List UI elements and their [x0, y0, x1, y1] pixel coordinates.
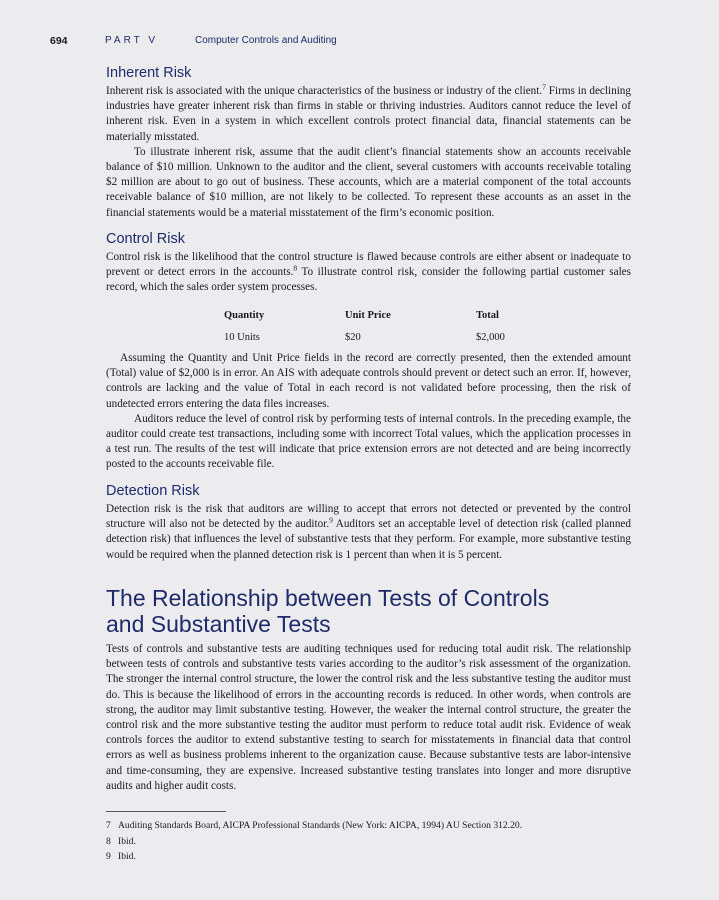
section-heading-inherent-risk: Inherent Risk	[106, 65, 192, 81]
text-run: Detection risk is the risk that auditors are willing to accept that errors not detected or prevented by the control structure will also not be detected by the auditor.	[106, 503, 631, 531]
section-detection-risk	[106, 483, 631, 563]
column-header-unit-price: Unit Price	[345, 310, 391, 321]
cell-quantity: 10 Units	[224, 332, 260, 343]
sales-record-table	[224, 310, 524, 348]
paragraph: Auditors reduce the level of control risk by performing tests of internal controls. In the preceding example, the auditor could create test transactions, including some with incorrect Total values, which the application processes in a test run. The results of the test will indicate that price extension errors are not detected and are being incorrectly posted to the accounts receivable file.	[106, 412, 631, 471]
cell-total: $2,000	[476, 332, 505, 343]
footnote-number: 9	[106, 851, 111, 862]
paragraph: To illustrate inherent risk, assume that the audit client’s financial statements show an accounts receivable balance of $10 million. Unknown to the auditor and the client, several customers with accounts receivable totaling $2 million are about to go out of business. These accounts, which are a material component of the total accounts receivable balance of $10 million, are not likely to be collected. To represent these accounts as an asset in the financial statements would be a material misstatement of the firm’s economic position.	[106, 145, 631, 219]
text-run: Control risk is the likelihood that the control structure is flawed because controls are either absent or inadequate to prevent or detect errors in the accounts.	[106, 251, 631, 279]
major-heading-line-2: and Substantive Tests	[106, 611, 331, 637]
paragraph: Assuming the Quantity and Unit Price fields in the record are correctly presented, then the extended amount (Total) value of $2,000 is in error. An AIS with adequate controls should prevent or detect such an error. If, however, controls are lacking and the value of Total in each record is not validated before processing, then the risk of undetected errors entering the data files increases.	[106, 352, 631, 410]
footnote	[106, 834, 631, 850]
cell-unit-price: $20	[345, 332, 361, 343]
paragraph	[106, 502, 631, 563]
running-title: Computer Controls and Auditing	[195, 35, 337, 46]
footnote-ref-9: 9	[329, 515, 333, 525]
footnote-ref-8: 8	[293, 263, 298, 273]
footnote-number: 8	[106, 835, 111, 847]
footnote-ref-7: 7	[542, 82, 546, 92]
footnotes	[106, 818, 631, 865]
footnote-text: Auditing Standards Board, AICPA Professional Standards (New York: AICPA, 1994) AU Section 312.20.	[118, 820, 523, 831]
section-relationship	[106, 585, 631, 794]
section-control-risk	[106, 231, 631, 296]
footnote-number: 7	[106, 820, 111, 831]
column-header-quantity: Quantity	[224, 310, 265, 321]
paragraph: Tests of controls and substantive tests are auditing techniques used for reducing total audit risk. The relationship between tests of controls and substantive tests varies according to the auditor’s risk assessment of the organization. The stronger the internal control structure, the lower the control risk and the less substantive testing the auditor must do. This is because the likelihood of errors in the accounting records is reduced. In other words, when controls are strong, the auditor may limit substantive testing. However, the weaker the internal control structure, the greater the control risk and the more substantive testing the auditor must perform to reduce total audit risk. Evidence of weak controls forces the auditor to extend substantive testing to search for misstatements in financial data that control errors as well as business problems inherent to the organization cause. Because substantive tests are labor-intensive and time-consuming, they are expensive. Increased substantive testing translates into longer and more disruptive audits and higher audit costs.	[106, 643, 631, 792]
text-run: To illustrate control risk, consider the following partial customer sales record, which the sales order system processes.	[106, 266, 632, 294]
text-run: Auditors set an acceptable level of detection risk (called planned detection risk) that influences the level of substantive tests that they perform. For example, more substantive testing would be required when the planned detection risk is 1 percent than when it is 5 percent.	[106, 518, 631, 561]
major-heading-line-1: The Relationship between Tests of Controls	[106, 585, 550, 611]
table-header-row	[224, 310, 524, 326]
page-number: 694	[50, 35, 68, 47]
section-heading-control-risk: Control Risk	[106, 231, 185, 247]
section-inherent-risk	[106, 65, 631, 221]
column-header-total: Total	[476, 310, 499, 321]
part-label: PART V	[105, 35, 159, 46]
section-heading-detection-risk: Detection Risk	[106, 483, 200, 499]
footnote-text: Ibid.	[118, 851, 136, 862]
footnote-rule	[106, 811, 226, 812]
text-run: Inherent risk is associated with the unique characteristics of the business or industry of the client.	[106, 85, 543, 97]
table-row	[224, 332, 524, 348]
control-risk-continued	[106, 351, 631, 473]
major-heading	[106, 585, 631, 637]
running-header	[50, 35, 659, 51]
footnote	[106, 849, 631, 865]
paragraph	[106, 250, 631, 296]
paragraph	[106, 84, 631, 145]
text-run: Firms in declining industries have greater inherent risk than firms in stable or thriving industries. Auditors cannot reduce the level of inherent risk. Even in a system in which excellent controls protect financial data, financial statements can be materially misstated.	[106, 85, 631, 143]
footnote	[106, 818, 631, 834]
footnote-text: Ibid.	[118, 835, 136, 847]
